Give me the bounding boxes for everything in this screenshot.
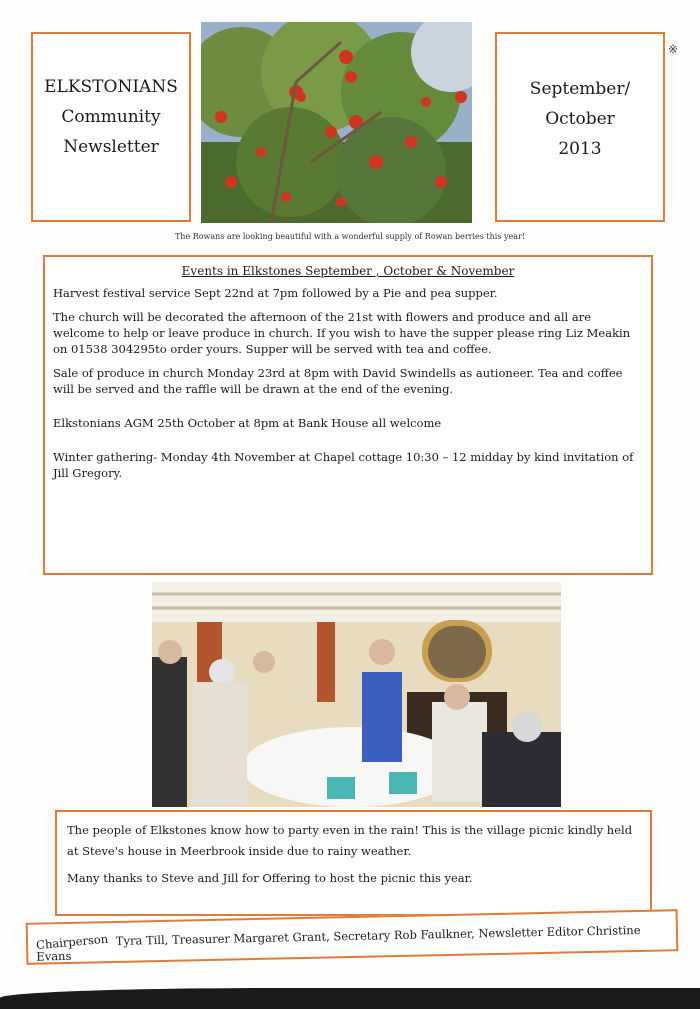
masthead-title-line3: Newsletter: [63, 137, 159, 157]
rowan-tree-photo: [201, 22, 472, 223]
event-winter-gathering: Winter gathering- Monday 4th November at Chapel cottage 10:30 – 12 midday by kind invitation of Jill Gregory.: [53, 450, 634, 480]
masthead-date-line2: October: [545, 109, 615, 129]
scan-edge-shadow: [0, 988, 700, 1009]
picnic-thanks: Many thanks to Steve and Jill for Offering to host the picnic this year.: [67, 871, 473, 885]
picnic-photo: [152, 582, 561, 807]
picnic-caption-box: [55, 810, 652, 916]
events-box: [43, 255, 653, 575]
masthead-title-box: [31, 32, 191, 222]
events-heading: Events in Elkstones September , October & November: [181, 264, 515, 278]
photo-caption: The Rowans are looking beautiful with a wonderful supply of Rowan berries this year!: [174, 232, 526, 241]
masthead-date-box: [495, 32, 665, 222]
picnic-description: The people of Elkstones know how to party even in the rain! This is the village picnic kindly held at Steve's house in Meerbrook inside due to rainy weather.: [67, 823, 633, 858]
event-produce-sale: Sale of produce in church Monday 23rd at 8pm with David Swindells as autioneer. Tea and coffee will be served and the raffle will be drawn at the end of the evening.: [53, 366, 623, 396]
committee-label: Chairperson: [35, 931, 109, 953]
margin-mark: ※: [668, 42, 679, 56]
committee-box: [26, 909, 679, 965]
masthead-date-line3: 2013: [558, 139, 602, 159]
picnic-party-image: [152, 582, 561, 807]
masthead-title-line1: ELKSTONIANS: [44, 77, 178, 97]
masthead-title-line2: Community: [61, 107, 161, 127]
event-harvest-service: Harvest festival service Sept 22nd at 7pm followed by a Pie and pea supper.: [53, 286, 498, 300]
event-agm: Elkstonians AGM 25th October at 8pm at Bank House all welcome: [53, 416, 442, 430]
committee-members: Tyra Till, Treasurer Margaret Grant, Secretary Rob Faulkner, Newsletter Editor Christine Evans: [36, 922, 641, 964]
masthead-date-line1: September/: [529, 79, 631, 99]
event-church-decoration: The church will be decorated the afternoon of the 21st with flowers and produce and all are welcome to help or leave produce in church. If you wish to have the supper please ring Liz Meakin on 01538 304295to order yours. Supper will be served with tea and coffee.: [53, 310, 631, 356]
rowan-tree-image: [201, 22, 472, 223]
